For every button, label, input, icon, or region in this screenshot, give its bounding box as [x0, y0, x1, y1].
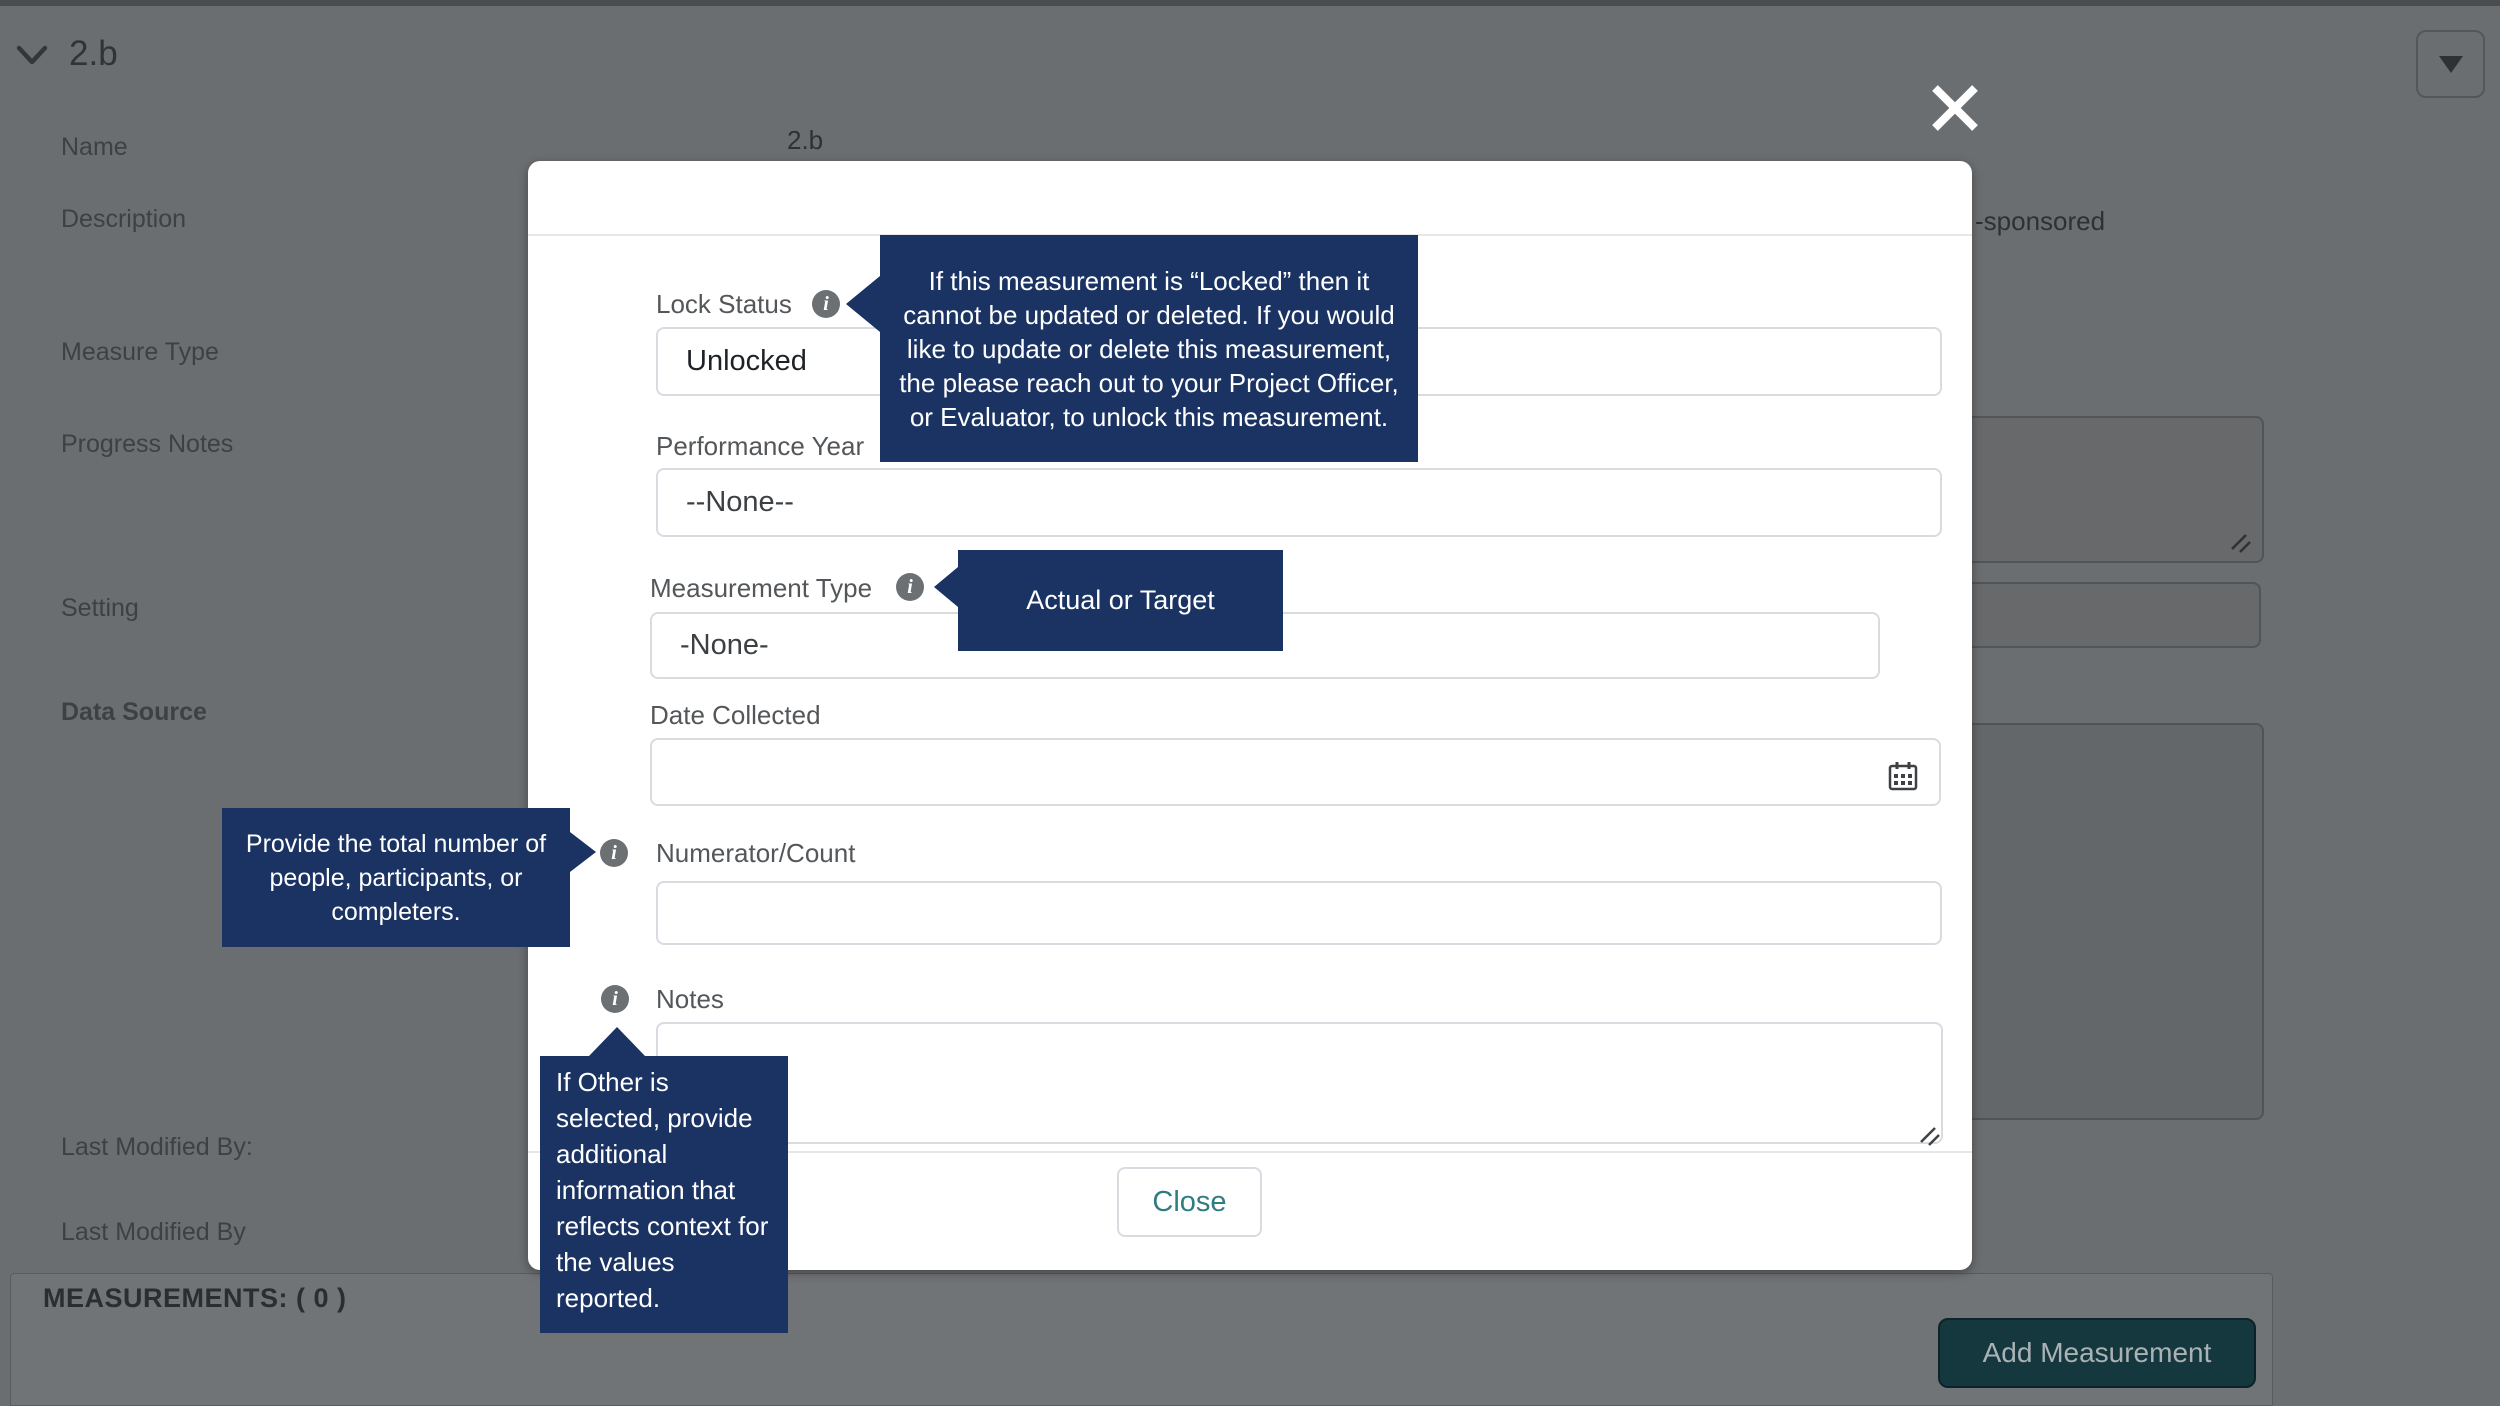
notes-label: Notes — [656, 984, 724, 1014]
measurements-panel — [10, 1273, 2273, 1406]
measurement-type-tooltip-arrow — [934, 567, 958, 607]
lock-status-label: Lock Status — [656, 289, 792, 319]
date-collected-label: Date Collected — [650, 700, 821, 730]
caret-down-icon — [2439, 56, 2463, 73]
field-label-setting: Setting — [61, 594, 139, 622]
notes-tooltip-text: If Other is selected, provide additional information that reflects context for the values reported. — [556, 1067, 769, 1313]
field-label-data-source: Data Source — [61, 698, 207, 726]
description-value-tail: -sponsored — [1975, 206, 2106, 236]
add-measurement-button-label: Add Measurement — [1982, 1337, 2212, 1368]
performance-year-label: Performance Year — [656, 431, 865, 461]
field-label-last-modified-by-1: Last Modified By: — [61, 1133, 253, 1161]
numerator-count-tooltip — [222, 808, 570, 947]
measurement-type-label: Measurement Type — [650, 573, 873, 603]
field-label-description: Description — [61, 205, 187, 233]
notes-resize-handle-icon[interactable] — [1919, 1126, 1941, 1146]
measurement-type-tooltip-text: Actual or Target — [1026, 585, 1215, 615]
measurement-type-info-icon[interactable]: i — [896, 573, 924, 601]
section-actions-dropdown-button[interactable] — [2416, 30, 2485, 98]
numerator-count-input[interactable] — [656, 881, 1942, 945]
numerator-count-tooltip-text: Provide the total number of people, participants, or completers. — [245, 829, 547, 926]
top-strip — [0, 0, 2500, 6]
field-label-measure-type: Measure Type — [61, 338, 219, 366]
lock-status-value: Unlocked — [686, 345, 807, 377]
performance-year-value: --None-- — [686, 486, 794, 518]
calendar-icon[interactable] — [1888, 761, 1918, 791]
notes-tooltip-arrow — [589, 1027, 645, 1056]
section-collapse-chevron-icon[interactable] — [16, 44, 48, 68]
measurement-type-tooltip — [958, 550, 1283, 651]
name-value: 2.b — [787, 125, 824, 155]
close-button-label: Close — [1152, 1185, 1227, 1218]
close-button[interactable] — [1117, 1167, 1262, 1237]
measurement-type-value: -None- — [680, 629, 769, 661]
numerator-count-label: Numerator/Count — [656, 838, 856, 868]
section-title: 2.b — [69, 34, 118, 73]
resize-handle-icon[interactable] — [2230, 533, 2252, 553]
date-collected-input[interactable] — [650, 738, 1941, 806]
lock-status-tooltip — [880, 235, 1418, 462]
lock-status-tooltip-arrow — [846, 276, 880, 332]
performance-year-input[interactable] — [656, 468, 1942, 537]
measurements-header: MEASUREMENTS: ( 0 ) — [43, 1283, 347, 1313]
field-label-name: Name — [61, 133, 128, 161]
add-measurement-button[interactable] — [1938, 1318, 2256, 1388]
field-label-progress-notes: Progress Notes — [61, 430, 234, 458]
modal-close-icon[interactable] — [1929, 82, 1981, 134]
notes-textarea[interactable] — [656, 1022, 1943, 1144]
lock-status-info-icon[interactable]: i — [812, 290, 840, 318]
numerator-count-info-icon[interactable]: i — [600, 839, 628, 867]
field-label-last-modified-by-2: Last Modified By — [61, 1218, 246, 1246]
numerator-count-tooltip-arrow — [570, 832, 596, 872]
notes-info-icon[interactable]: i — [601, 985, 629, 1013]
notes-tooltip — [540, 1056, 788, 1333]
lock-status-tooltip-text: If this measurement is “Locked” then it cannot be updated or deleted. If you would like to update or delete this measurement, the please reach out to your Project Officer, or Evaluator, to unlock this measurement. — [899, 265, 1399, 432]
